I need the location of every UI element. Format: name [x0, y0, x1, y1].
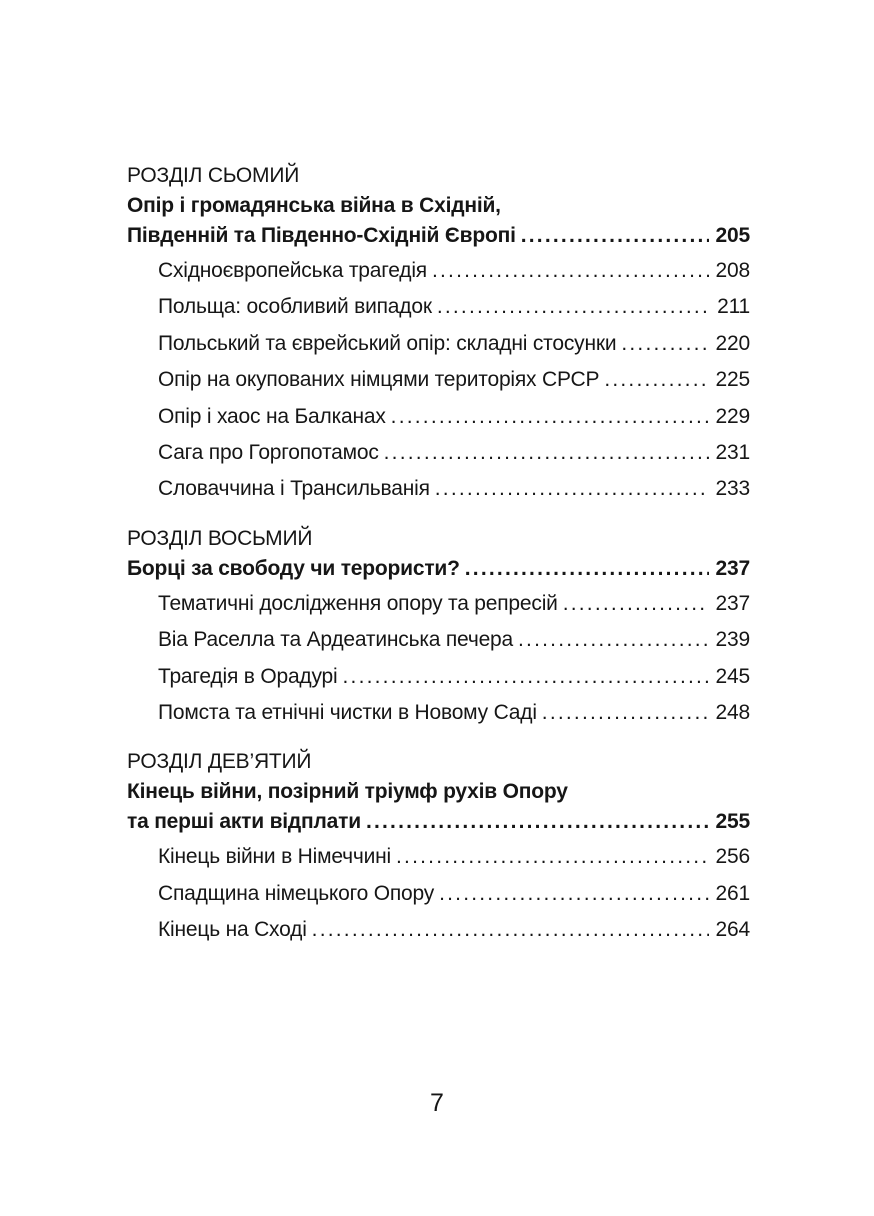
toc-entry-page: 225	[715, 368, 750, 392]
toc-entry	[127, 326, 750, 362]
chapter-kicker: РОЗДІЛ ДЕВ’ЯТИЙ	[127, 750, 312, 774]
chapter-title-text: Борці за свободу чи терористи?	[127, 556, 460, 580]
toc-entry-title: Польща: особливий випадок	[158, 295, 432, 319]
chapter-page-number: 205	[715, 224, 750, 247]
dot-leader	[384, 435, 709, 471]
toc-entry	[127, 253, 750, 289]
toc-entry-title: Віа Раселла та Ардеатинська печера	[158, 628, 514, 652]
toc-entry-page: 233	[715, 477, 750, 501]
toc-entry-page: 256	[715, 845, 750, 869]
table-of-contents	[127, 161, 750, 949]
chapter-title-line: Кінець війни, позірний тріумф рухів Опору	[127, 780, 568, 804]
dot-leader	[312, 912, 709, 948]
toc-entry-title: Опір на окупованих німцями територіях СРСР	[158, 368, 600, 392]
dot-leader	[604, 362, 708, 398]
toc-entry-title: Сага про Горгопотамос	[158, 441, 379, 465]
dot-leader	[621, 326, 708, 362]
toc-chapter-nine	[127, 747, 750, 948]
toc-entry-title: Польський та єврейський опір: складні стосунки	[158, 331, 617, 355]
page-number-footer: 7	[430, 1089, 444, 1117]
toc-entry-page: 237	[715, 591, 750, 615]
toc-entry	[127, 912, 750, 948]
toc-entry-title: Спадщина німецького Опору	[158, 881, 435, 905]
toc-entry	[127, 399, 750, 435]
chapter-kicker: РОЗДІЛ СЬОМИЙ	[127, 164, 300, 187]
dot-leader	[521, 221, 709, 251]
dot-leader	[563, 586, 709, 622]
chapter-page-number: 237	[715, 556, 750, 580]
chapter-page-number: 255	[715, 810, 750, 834]
toc-entry-title: Трагедія в Орадурі	[158, 664, 338, 688]
toc-entry-page: 245	[715, 664, 750, 688]
dot-leader	[343, 659, 709, 695]
chapter-title-text: та перші акти відплати	[127, 810, 361, 834]
dot-leader	[366, 807, 709, 837]
toc-entry-page: 264	[715, 918, 750, 942]
chapter-entries	[127, 253, 750, 508]
toc-entry-page: 211	[717, 295, 750, 319]
toc-chapter-seven	[127, 161, 750, 508]
dot-leader	[391, 399, 709, 435]
toc-entry-page: 231	[715, 441, 750, 465]
toc-entry-title: Тематичні дослідження опору та репресій	[158, 591, 558, 615]
toc-entry-page: 220	[715, 331, 750, 355]
chapter-title-line: Опір і громадянська війна в Східній,	[127, 194, 501, 217]
toc-entry	[127, 659, 750, 695]
toc-entry-page: 239	[715, 628, 750, 652]
toc-entry	[127, 586, 750, 622]
dot-leader	[437, 289, 710, 325]
chapter-title-row	[127, 221, 750, 251]
dot-leader	[432, 253, 709, 289]
dot-leader	[542, 695, 709, 731]
toc-entry-title: Східноєвропейська трагедія	[158, 259, 427, 282]
toc-entry	[127, 289, 750, 325]
toc-entry-title: Словаччина і Трансильванія	[158, 477, 430, 501]
dot-leader	[396, 839, 709, 875]
chapter-title-text: Південній та Південно-Східній Європі	[127, 224, 516, 247]
toc-entry-page: 229	[715, 404, 750, 428]
toc-entry	[127, 695, 750, 731]
toc-entry	[127, 471, 750, 507]
dot-leader	[465, 554, 709, 584]
toc-entry	[127, 876, 750, 912]
toc-entry	[127, 435, 750, 471]
chapter-entries	[127, 839, 750, 948]
toc-entry-title: Кінець на Сході	[158, 918, 307, 942]
dot-leader	[439, 876, 708, 912]
toc-entry-page: 248	[715, 701, 750, 725]
dot-leader	[435, 471, 709, 507]
toc-entry	[127, 362, 750, 398]
toc-entry-page: 261	[715, 881, 750, 905]
toc-entry-title: Помста та етнічні чистки в Новому Саді	[158, 701, 537, 725]
toc-chapter-eight	[127, 524, 750, 732]
toc-entry-page: 208	[715, 259, 750, 282]
chapter-entries	[127, 586, 750, 732]
chapter-title-row	[127, 807, 750, 837]
toc-entry-title: Опір і хаос на Балканах	[158, 404, 386, 428]
dot-leader	[518, 622, 709, 658]
toc-entry	[127, 839, 750, 875]
chapter-title-row	[127, 554, 750, 584]
chapter-kicker: РОЗДІЛ ВОСЬМИЙ	[127, 526, 313, 550]
toc-entry	[127, 622, 750, 658]
toc-entry-title: Кінець війни в Німеччині	[158, 845, 392, 869]
